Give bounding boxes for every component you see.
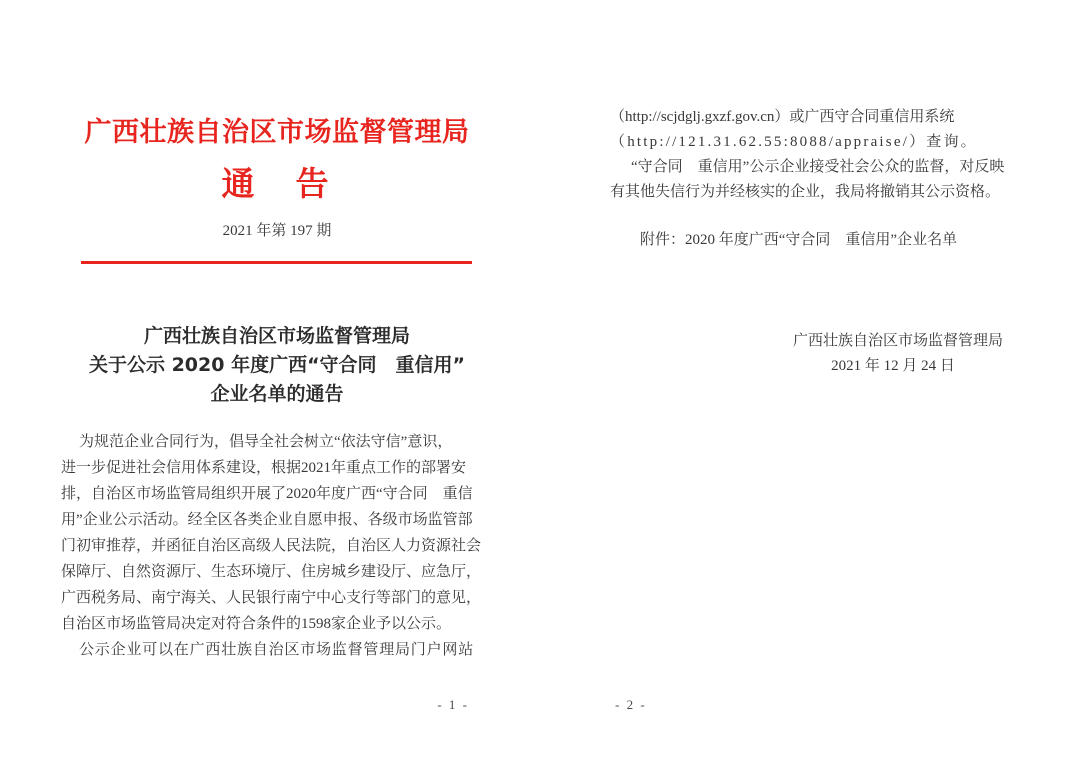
body-line: 保障厅、自然资源厅、生态环境厅、住房城乡建设厅、应急厅， (61, 564, 482, 580)
masthead-issue-number: 2021 年第 197 期 (222, 223, 332, 239)
attachment-reference: 附件：2020 年度广西“守合同 重信用”企业名单 (640, 232, 958, 248)
masthead-agency-title: 广西壮族自治区市场监督管理局 (84, 117, 470, 148)
body-line: （http://scjdglj.gxzf.gov.cn）或广西守合同重信用系统 (610, 109, 955, 125)
body-text-page1 (61, 429, 482, 663)
masthead-bulletin-title: 通 告 (221, 164, 333, 203)
body-line: 门初审推荐，并函征自治区高级人民法院，自治区人力资源社会 (61, 538, 482, 554)
signature-agency: 广西壮族自治区市场监督管理局 (793, 333, 1004, 349)
body-line: 公示企业可以在广西壮族自治区市场监督管理局门户网站 (79, 642, 475, 658)
body-line: 排，自治区市场监管局组织开展了2020年度广西“守合同 重信 (61, 486, 473, 502)
masthead-divider-rule (81, 261, 472, 264)
page-number-2: - 2 - (615, 697, 647, 712)
document-title-line: 广西壮族自治区市场监督管理局 (143, 325, 410, 347)
body-line: “守合同 重信用”公示企业接受社会公众的监督，对反映 (631, 159, 1005, 175)
page-1 (61, 0, 482, 764)
body-line: 为规范企业合同行为，倡导全社会树立“依法守信”意识， (79, 434, 453, 450)
signature-date: 2021 年 12 月 24 日 (831, 358, 955, 374)
document-title-line: 企业名单的通告 (210, 383, 344, 405)
body-line: （http://121.31.62.55:8088/appraise/）查询。 (610, 134, 978, 150)
body-line: 广西税务局、南宁海关、人民银行南宁中心支行等部门的意见， (61, 590, 482, 606)
document-title-line: 关于公示 2020 年度广西“守合同 重信用” (88, 354, 466, 376)
body-line: 自治区市场监管局决定对符合条件的1598家企业予以公示。 (61, 616, 452, 632)
body-line: 进一步促进社会信用体系建设，根据2021年重点工作的部署安 (61, 460, 467, 476)
page-number-1: - 1 - (437, 697, 469, 712)
body-text-page2 (610, 105, 1008, 205)
document-title (71, 322, 483, 409)
page-2 (610, 0, 1008, 764)
body-line: 用”企业公示活动。经全区各类企业自愿申报、各级市场监管部 (61, 512, 473, 528)
body-line: 有其他失信行为并经核实的企业，我局将撤销其公示资格。 (610, 184, 1001, 200)
signature-block (793, 329, 1004, 379)
